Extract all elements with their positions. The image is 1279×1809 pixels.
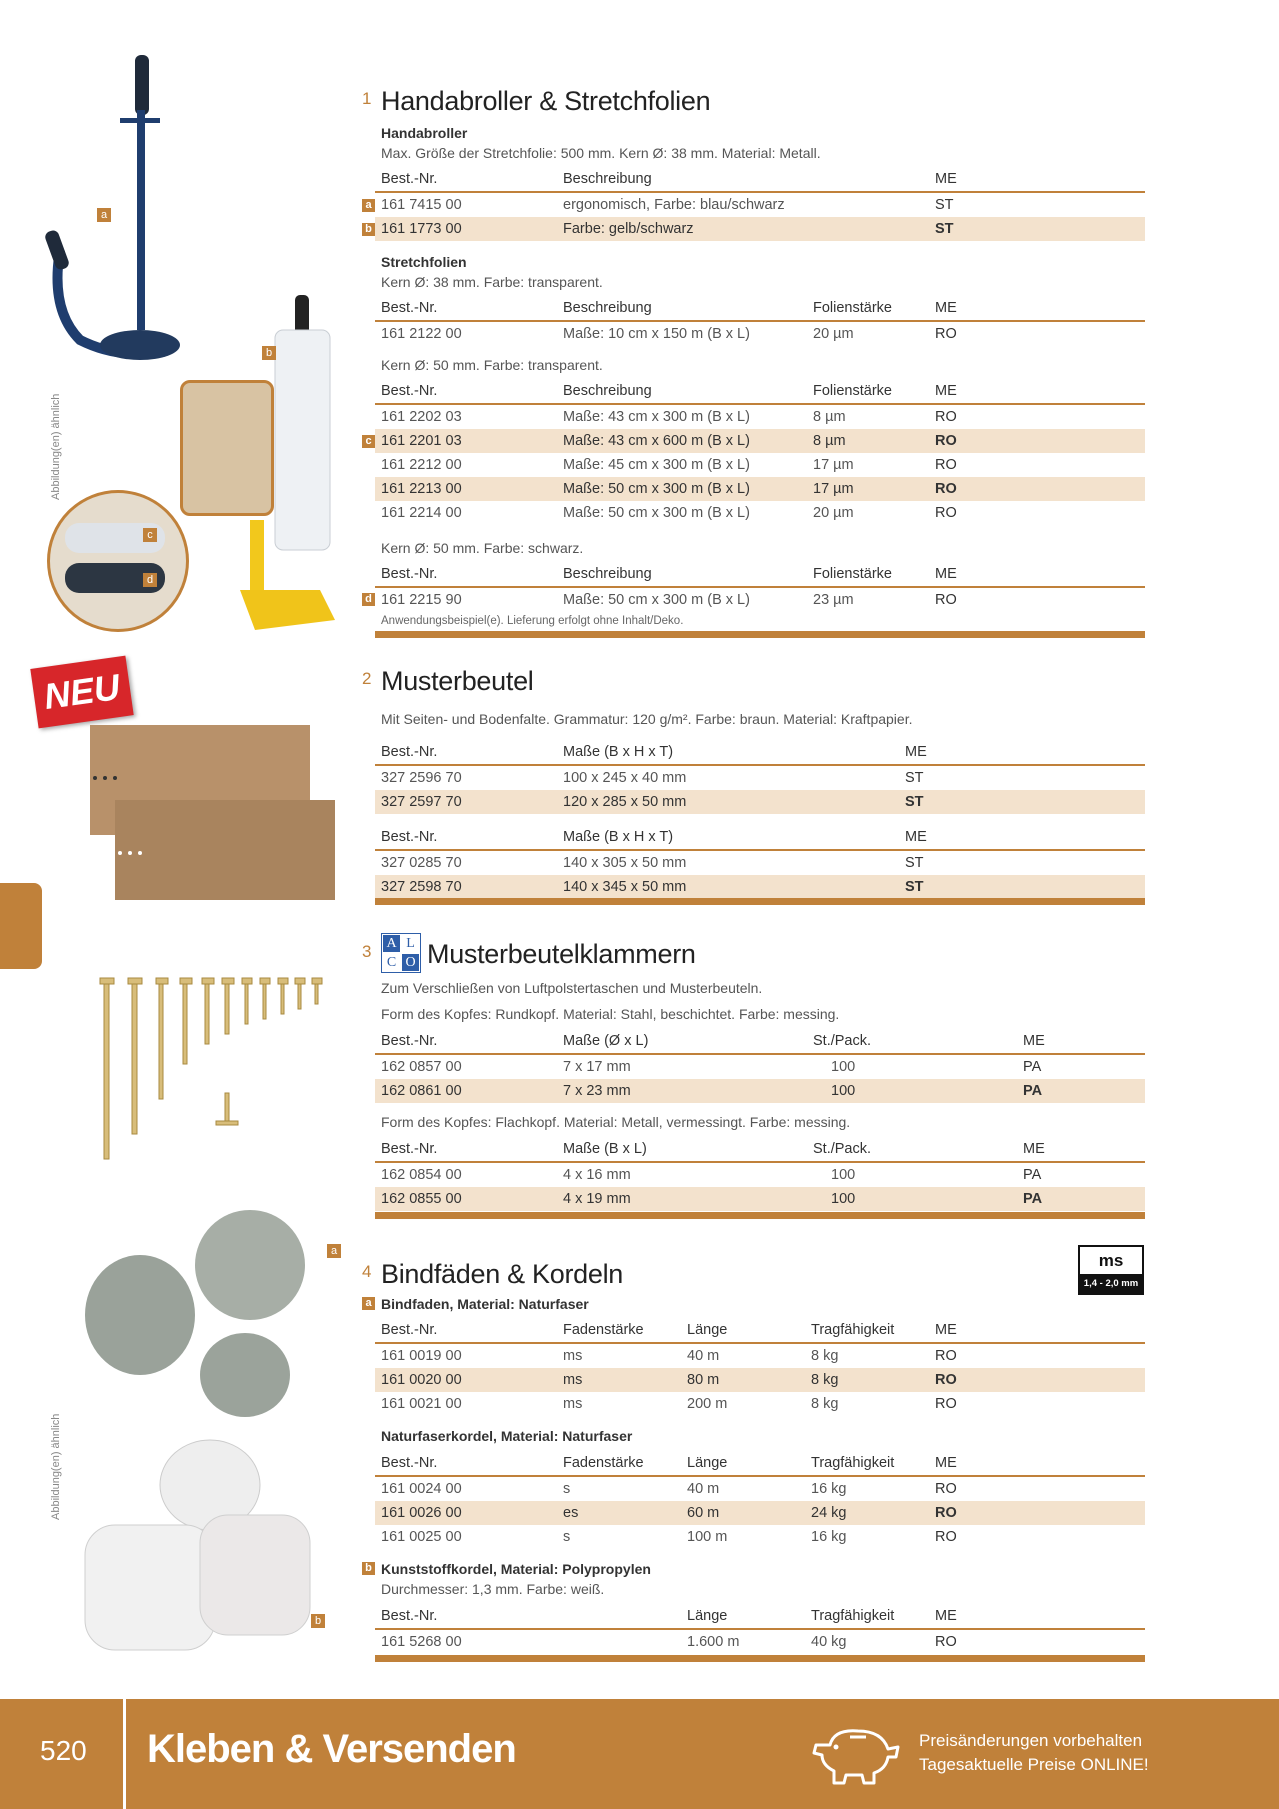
- table-cell: 16 kg: [811, 1481, 847, 1497]
- table-cell: PA: [1017, 1079, 1145, 1103]
- table-row: [375, 1476, 1145, 1501]
- table-row: [375, 790, 1145, 814]
- th-masse: Maße (B x H x T): [557, 740, 899, 765]
- table-cell: 161 0020 00: [375, 1368, 557, 1392]
- s1-sub-stretchfolien: Stretchfolien: [381, 254, 467, 270]
- table-cell: RO: [935, 1348, 957, 1364]
- table-row: [375, 1187, 1145, 1211]
- section-2-number: 2: [362, 669, 372, 688]
- th-laenge: Länge: [681, 1451, 805, 1476]
- table-cell: 7 x 17 mm: [563, 1059, 631, 1075]
- section-3-title: Musterbeutelklammern: [427, 939, 696, 969]
- table-cell: 161 2202 03: [381, 409, 462, 425]
- table-cell: Maße: 10 cm x 150 m (B x L): [563, 326, 750, 342]
- table-cell: 8 kg: [811, 1348, 839, 1364]
- th-tragfaehigkeit: Tragfähigkeit: [805, 1604, 929, 1629]
- table-cell: 161 0025 00: [381, 1529, 462, 1545]
- th-empty: [557, 1604, 681, 1629]
- sub-badge-b: b: [362, 1562, 375, 1575]
- table-row: [375, 875, 1145, 899]
- plastic-cord-image: [80, 1435, 320, 1660]
- table-cell: 162 0857 00: [381, 1059, 462, 1075]
- th-beschreibung: Beschreibung: [557, 167, 929, 192]
- table-cell: 161 2214 00: [381, 505, 462, 521]
- th-best-nr: Best.-Nr.: [375, 1604, 557, 1629]
- s3-desc1: Zum Verschließen von Luftpolstertaschen und Musterbeuteln.: [381, 980, 763, 996]
- table-cell: ms: [563, 1396, 583, 1412]
- table-cell: RO: [935, 409, 957, 425]
- row-badge-b: b: [362, 223, 375, 236]
- table-cell: 327 2596 70: [381, 770, 462, 786]
- usage-example-image: [180, 380, 274, 516]
- image-badge-a4: a: [327, 1244, 341, 1258]
- th-masse: Maße (B x L): [557, 1137, 807, 1162]
- logo-letter: L: [402, 935, 419, 952]
- sample-bags-image: [85, 720, 345, 905]
- th-tragfaehigkeit: Tragfähigkeit: [805, 1451, 929, 1476]
- s4-table-2: [375, 1451, 1145, 1549]
- table-cell: 161 5268 00: [381, 1634, 462, 1650]
- th-beschreibung: Beschreibung: [557, 296, 807, 321]
- cell-desc: Farbe: gelb/schwarz: [557, 217, 929, 241]
- table-cell: 161 2122 00: [381, 326, 462, 342]
- table-cell: RO: [935, 1481, 957, 1497]
- th-st-pack: St./Pack.: [807, 1137, 1017, 1162]
- s1-desc2: Kern Ø: 38 mm. Farbe: transparent.: [381, 274, 603, 290]
- table-row: [375, 477, 1145, 501]
- th-folienstaerke: Folienstärke: [807, 296, 929, 321]
- table-cell: RO: [929, 1368, 1145, 1392]
- table-cell: RO: [935, 592, 957, 608]
- table-cell: 161 2215 90: [381, 592, 462, 608]
- th-best-nr: Best.-Nr.: [375, 296, 557, 321]
- table-cell: 120 x 285 x 50 mm: [557, 790, 899, 814]
- image-badge-a: a: [97, 208, 111, 222]
- cell-best-nr: 161 1773 00: [375, 217, 557, 241]
- brass-clips-image: [90, 975, 330, 1185]
- image-badge-c: c: [143, 528, 157, 542]
- table-cell: PA: [1023, 1059, 1042, 1075]
- th-me: ME: [929, 1318, 1145, 1343]
- table-row: [375, 404, 1145, 429]
- table-row: [375, 1525, 1145, 1549]
- image-note-1: Abbildung(en) ähnlich: [50, 393, 62, 500]
- table-cell: 8 µm: [813, 409, 846, 425]
- table-cell: ms: [563, 1348, 583, 1364]
- s4-sub2: Naturfaserkordel, Material: Naturfaser: [381, 1428, 633, 1444]
- section-1-endbar: [375, 631, 1145, 638]
- table-cell: 100: [831, 1059, 856, 1075]
- table-cell: 4 x 19 mm: [557, 1187, 807, 1211]
- table-row: [375, 453, 1145, 477]
- s4-sub1: Bindfaden, Material: Naturfaser: [381, 1296, 589, 1312]
- th-masse: Maße (B x H x T): [557, 825, 899, 850]
- s3-table-1: [375, 1029, 1145, 1103]
- th-fadenstaerke: Fadenstärke: [557, 1451, 681, 1476]
- table-row: [375, 192, 1145, 217]
- section-2-endbar: [375, 898, 1145, 905]
- th-me: ME: [1017, 1029, 1145, 1054]
- table-row: [375, 587, 1145, 612]
- th-best-nr: Best.-Nr.: [375, 825, 557, 850]
- table-cell: 8 kg: [811, 1396, 839, 1412]
- table-cell: ST: [899, 875, 1145, 899]
- section-1-number: 1: [362, 89, 372, 108]
- s4-table-3: [375, 1604, 1145, 1654]
- image-badge-d: d: [143, 573, 157, 587]
- cell-me: ST: [929, 217, 1145, 241]
- row-badge-d: d: [362, 593, 375, 606]
- s4-table-1: [375, 1318, 1145, 1416]
- table-cell: 60 m: [681, 1501, 805, 1525]
- image-note-2: Abbildung(en) ähnlich: [50, 1413, 62, 1520]
- table-cell: 80 m: [681, 1368, 805, 1392]
- table-cell: 161 0024 00: [381, 1481, 462, 1497]
- table-cell: RO: [935, 1529, 957, 1545]
- table-cell: [557, 1629, 681, 1654]
- table-row: [375, 429, 1145, 453]
- footer-title: Kleben & Versenden: [147, 1727, 516, 1771]
- table-cell: RO: [929, 477, 1145, 501]
- cell-me: ST: [935, 197, 954, 213]
- s4-sub3: Kunststoffkordel, Material: Polypropylen: [381, 1561, 651, 1577]
- table-cell: 100: [807, 1079, 1017, 1103]
- table-cell: 100: [807, 1187, 1017, 1211]
- table-row: [375, 217, 1145, 241]
- th-best-nr: Best.-Nr.: [375, 740, 557, 765]
- section-1-title: Handabroller & Stretchfolien: [381, 86, 711, 116]
- table-cell: RO: [929, 1501, 1145, 1525]
- s3-table-2: [375, 1137, 1145, 1211]
- row-badge-a: a: [362, 199, 375, 212]
- table-row: [375, 1343, 1145, 1368]
- table-cell: 40 kg: [811, 1634, 847, 1650]
- table-cell: 140 x 345 x 50 mm: [557, 875, 899, 899]
- table-row: [375, 321, 1145, 346]
- natural-twine-image: [80, 1205, 320, 1425]
- logo-letter: O: [402, 954, 419, 971]
- s1-note: Anwendungsbeispiel(e). Lieferung erfolgt ohne Inhalt/Deko.: [381, 615, 684, 627]
- th-masse: Maße (Ø x L): [557, 1029, 807, 1054]
- table-cell: Maße: 43 cm x 600 m (B x L): [557, 429, 807, 453]
- table-cell: 327 0285 70: [381, 855, 462, 871]
- thickness-badge-label: ms: [1098, 1251, 1124, 1270]
- table-cell: PA: [1023, 1167, 1042, 1183]
- section-3-number: 3: [362, 942, 372, 961]
- table-cell: 161 2201 03: [375, 429, 557, 453]
- table-cell: 40 m: [687, 1348, 720, 1364]
- th-me: ME: [1017, 1137, 1145, 1162]
- table-cell: RO: [929, 429, 1145, 453]
- table-cell: 162 0854 00: [381, 1167, 462, 1183]
- table-row: [375, 1501, 1145, 1525]
- table-cell: 161 2212 00: [381, 457, 462, 473]
- new-badge-text: NEU: [41, 665, 123, 718]
- side-register-tab: [0, 883, 42, 969]
- table-cell: 140 x 305 x 50 mm: [563, 855, 687, 871]
- table-cell: RO: [935, 1634, 957, 1650]
- s2-desc: Mit Seiten- und Bodenfalte. Grammatur: 120 g/m². Farbe: braun. Material: Kraftpapier.: [381, 711, 913, 727]
- section-2-title: Musterbeutel: [381, 666, 534, 696]
- table-cell: 161 0021 00: [381, 1396, 462, 1412]
- th-me: ME: [929, 379, 1145, 404]
- table-row: [375, 1054, 1145, 1079]
- table-cell: ST: [905, 855, 924, 871]
- table-cell: 200 m: [687, 1396, 728, 1412]
- s1-desc1: Max. Größe der Stretchfolie: 500 mm. Kern Ø: 38 mm. Material: Metall.: [381, 145, 821, 161]
- s4-desc3: Durchmesser: 1,3 mm. Farbe: weiß.: [381, 1581, 605, 1597]
- s3-desc2: Form des Kopfes: Rundkopf. Material: Stahl, beschichtet. Farbe: messing.: [381, 1006, 840, 1022]
- s1-table-film-38: [375, 296, 1145, 346]
- cell-desc: ergonomisch, Farbe: blau/schwarz: [563, 197, 785, 213]
- table-cell: RO: [935, 1396, 957, 1412]
- table-cell: 7 x 23 mm: [557, 1079, 807, 1103]
- footer-note-2: Tagesaktuelle Preise ONLINE!: [919, 1755, 1149, 1774]
- th-best-nr: Best.-Nr.: [375, 1029, 557, 1054]
- alco-logo: [381, 933, 421, 973]
- table-cell: 327 2598 70: [375, 875, 557, 899]
- table-cell: RO: [935, 457, 957, 473]
- th-best-nr: Best.-Nr.: [375, 167, 557, 192]
- table-cell: ST: [905, 770, 924, 786]
- th-best-nr: Best.-Nr.: [375, 1451, 557, 1476]
- table-row: [375, 1629, 1145, 1654]
- s3-desc3: Form des Kopfes: Flachkopf. Material: Metall, vermessingt. Farbe: messing.: [381, 1114, 851, 1130]
- table-cell: 8 kg: [805, 1368, 929, 1392]
- th-me: ME: [929, 562, 1145, 587]
- table-cell: Maße: 45 cm x 300 m (B x L): [563, 457, 750, 473]
- th-best-nr: Best.-Nr.: [375, 1137, 557, 1162]
- footer-bar: [0, 1699, 1279, 1809]
- s1-sub-handabroller: Handabroller: [381, 125, 468, 141]
- row-badge-c: c: [362, 435, 375, 448]
- s1-desc3: Kern Ø: 50 mm. Farbe: transparent.: [381, 357, 603, 373]
- table-row: [375, 1162, 1145, 1187]
- th-laenge: Länge: [681, 1318, 805, 1343]
- table-cell: 1.600 m: [687, 1634, 740, 1650]
- table-cell: 100 m: [687, 1529, 728, 1545]
- table-cell: Maße: 50 cm x 300 m (B x L): [563, 505, 750, 521]
- th-me: ME: [929, 1451, 1145, 1476]
- th-me: ME: [899, 740, 1145, 765]
- th-tragfaehigkeit: Tragfähigkeit: [805, 1318, 929, 1343]
- page-number: 520: [40, 1735, 87, 1766]
- th-st-pack: St./Pack.: [807, 1029, 1017, 1054]
- thickness-badge-range: 1,4 - 2,0 mm: [1080, 1274, 1142, 1293]
- hand-dispenser-image: [40, 50, 190, 400]
- thickness-badge: [1078, 1245, 1144, 1295]
- table-cell: 16 kg: [811, 1529, 847, 1545]
- th-beschreibung: Beschreibung: [557, 562, 807, 587]
- section-4-title: Bindfäden & Kordeln: [381, 1259, 623, 1289]
- table-cell: 40 m: [687, 1481, 720, 1497]
- section-4-endbar: [375, 1655, 1145, 1662]
- s1-table-film-black: [375, 562, 1145, 612]
- th-me: ME: [929, 1604, 1145, 1629]
- table-cell: 20 µm: [813, 505, 854, 521]
- table-cell: Maße: 50 cm x 300 m (B x L): [563, 592, 750, 608]
- table-cell: RO: [935, 505, 957, 521]
- th-me: ME: [929, 296, 1145, 321]
- s2-table-1: [375, 740, 1145, 814]
- cell-best-nr: 161 7415 00: [381, 197, 462, 213]
- film-rolls-image: [47, 490, 189, 632]
- table-cell: 17 µm: [813, 457, 854, 473]
- table-cell: 24 kg: [805, 1501, 929, 1525]
- table-cell: 162 0855 00: [375, 1187, 557, 1211]
- table-cell: ST: [899, 790, 1145, 814]
- table-cell: 23 µm: [813, 592, 854, 608]
- table-cell: 161 2213 00: [375, 477, 557, 501]
- section-4-number: 4: [362, 1262, 372, 1281]
- s1-desc4: Kern Ø: 50 mm. Farbe: schwarz.: [381, 540, 584, 556]
- table-cell: RO: [935, 326, 957, 342]
- th-folienstaerke: Folienstärke: [807, 379, 929, 404]
- table-cell: 8 µm: [807, 429, 929, 453]
- th-laenge: Länge: [681, 1604, 805, 1629]
- table-cell: 100: [831, 1167, 856, 1183]
- table-cell: ms: [557, 1368, 681, 1392]
- footer-note-1: Preisänderungen vorbehalten: [919, 1731, 1143, 1750]
- logo-letter: C: [383, 954, 400, 971]
- th-beschreibung: Beschreibung: [557, 379, 807, 404]
- logo-letter: A: [383, 935, 400, 952]
- table-cell: 100 x 245 x 40 mm: [563, 770, 687, 786]
- sub-badge-a: a: [362, 1297, 375, 1310]
- new-badge: [30, 656, 133, 729]
- table-row: [375, 1392, 1145, 1416]
- s1-table-film-50: [375, 379, 1145, 525]
- section-3-endbar: [375, 1212, 1145, 1219]
- th-folienstaerke: Folienstärke: [807, 562, 929, 587]
- table-cell: PA: [1017, 1187, 1145, 1211]
- footer-divider: [123, 1699, 126, 1809]
- th-fadenstaerke: Fadenstärke: [557, 1318, 681, 1343]
- table-row: [375, 850, 1145, 875]
- table-row: [375, 1079, 1145, 1103]
- table-cell: Maße: 43 cm x 300 m (B x L): [563, 409, 750, 425]
- s1-table-dispensers: [375, 167, 1145, 241]
- image-badge-b4: b: [311, 1614, 325, 1628]
- table-cell: es: [557, 1501, 681, 1525]
- table-cell: 327 2597 70: [375, 790, 557, 814]
- th-best-nr: Best.-Nr.: [375, 379, 557, 404]
- table-cell: s: [563, 1481, 571, 1497]
- s2-table-2: [375, 825, 1145, 899]
- table-row: [375, 765, 1145, 790]
- th-me: ME: [899, 825, 1145, 850]
- table-row: [375, 501, 1145, 525]
- table-cell: 162 0861 00: [375, 1079, 557, 1103]
- table-row: [375, 1368, 1145, 1392]
- table-cell: 20 µm: [813, 326, 854, 342]
- table-cell: 161 0019 00: [381, 1348, 462, 1364]
- table-cell: 17 µm: [807, 477, 929, 501]
- th-best-nr: Best.-Nr.: [375, 562, 557, 587]
- th-me: ME: [929, 167, 1145, 192]
- piggy-bank-icon: [812, 1723, 904, 1787]
- image-badge-b: b: [262, 346, 276, 360]
- th-best-nr: Best.-Nr.: [375, 1318, 557, 1343]
- table-cell: s: [563, 1529, 571, 1545]
- table-cell: 161 0026 00: [375, 1501, 557, 1525]
- table-cell: Maße: 50 cm x 300 m (B x L): [557, 477, 807, 501]
- table-cell: 4 x 16 mm: [563, 1167, 631, 1183]
